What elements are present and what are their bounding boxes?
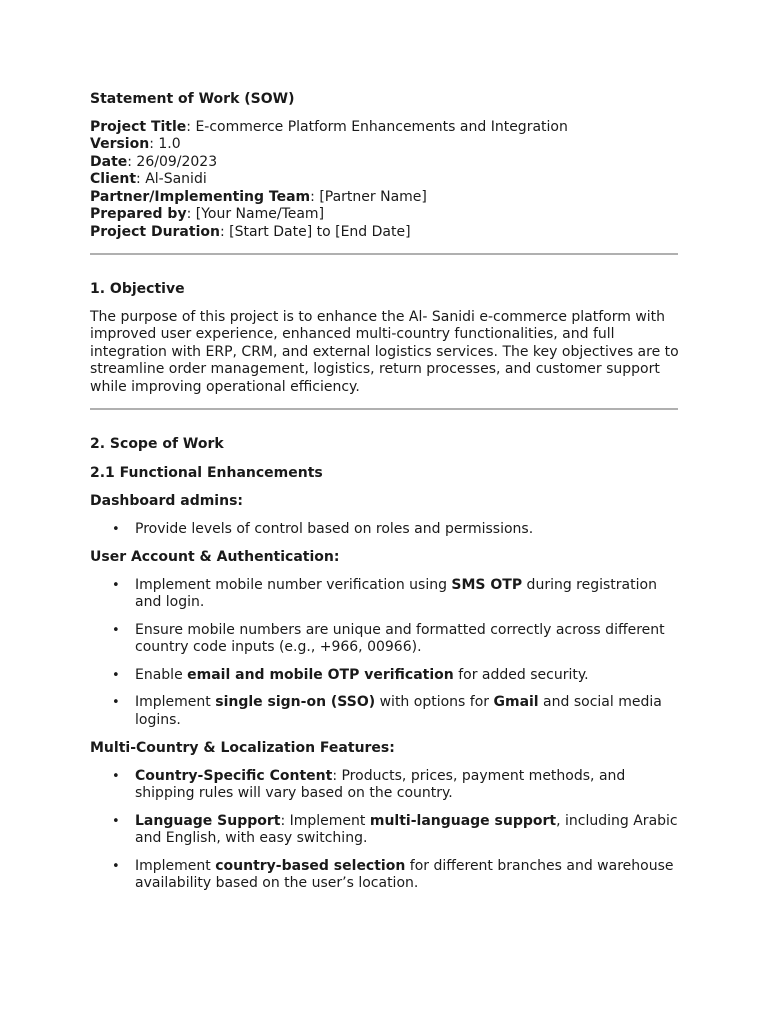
list-item: • Language Support: Implement multi-language support, including Arabic and English, with easy switching.	[112, 812, 678, 846]
bullet-icon: •	[112, 577, 120, 593]
dashboard-admins-label: Dashboard admins:	[90, 493, 244, 509]
scope-heading: 2. Scope of Work	[90, 436, 224, 452]
list-item: • Implement single sign-on (SSO) with options for Gmail and social media logins.	[112, 694, 662, 728]
list-item: • Provide levels of control based on roles and permissions.	[112, 520, 534, 537]
divider	[90, 253, 678, 255]
bullet-icon: •	[112, 695, 120, 710]
dashboard-list	[90, 521, 680, 539]
bullet-icon: •	[112, 858, 120, 874]
meta-date: Date: 26/09/2023	[90, 153, 218, 170]
list-item: • Ensure mobile numbers are unique and formatted correctly across different country code inputs (e.g., +966, 00966).	[112, 621, 665, 655]
divider	[90, 408, 678, 410]
bullet-icon: •	[112, 622, 120, 638]
meta-prepared-by: Prepared by: [Your Name/Team]	[90, 206, 325, 222]
list-item: • Enable email and mobile OTP verification for added security.	[112, 666, 589, 683]
list-item: • Implement country-based selection for different branches and warehouse availability based on the user’s location.	[112, 857, 674, 891]
objective-heading: 1. Objective	[90, 281, 185, 297]
bullet-icon: •	[112, 667, 120, 683]
auth-list	[90, 577, 680, 730]
meta-block	[90, 119, 680, 242]
list-item: • Country-Specific Content: Products, prices, payment methods, and shipping rules will vary based on the country.	[112, 767, 626, 801]
bullet-icon: •	[112, 521, 120, 537]
auth-label: User Account & Authentication:	[90, 549, 340, 565]
meta-partner: Partner/Implementing Team: [Partner Name]	[90, 188, 427, 205]
meta-project-title: Project Title: E-commerce Platform Enhancements and Integration	[90, 118, 568, 135]
bullet-icon: •	[112, 768, 120, 784]
meta-duration: Project Duration: [Start Date] to [End Date]	[90, 223, 411, 240]
meta-client: Client: Al-Sanidi	[90, 171, 207, 187]
list-item: • Implement mobile number verification using SMS OTP during registration and login.	[112, 576, 657, 610]
objective-text: The purpose of this project is to enhance the Al- Sanidi e-commerce platform with improved user experience, enhanced multi-country functionalities, and full integration with ERP, CRM, and external logistics services. The key objectives are to streamline order management, logistics, return processes, and customer support while improving operational efficiency.	[90, 308, 679, 395]
bullet-icon: •	[112, 813, 120, 829]
meta-version: Version: 1.0	[90, 136, 181, 152]
multi-country-list	[90, 768, 680, 893]
multi-country-label: Multi-Country & Localization Features:	[90, 740, 395, 756]
document-content	[90, 91, 680, 903]
document-title: Statement of Work (SOW)	[90, 91, 295, 107]
functional-enhancements-heading: 2.1 Functional Enhancements	[90, 464, 323, 481]
